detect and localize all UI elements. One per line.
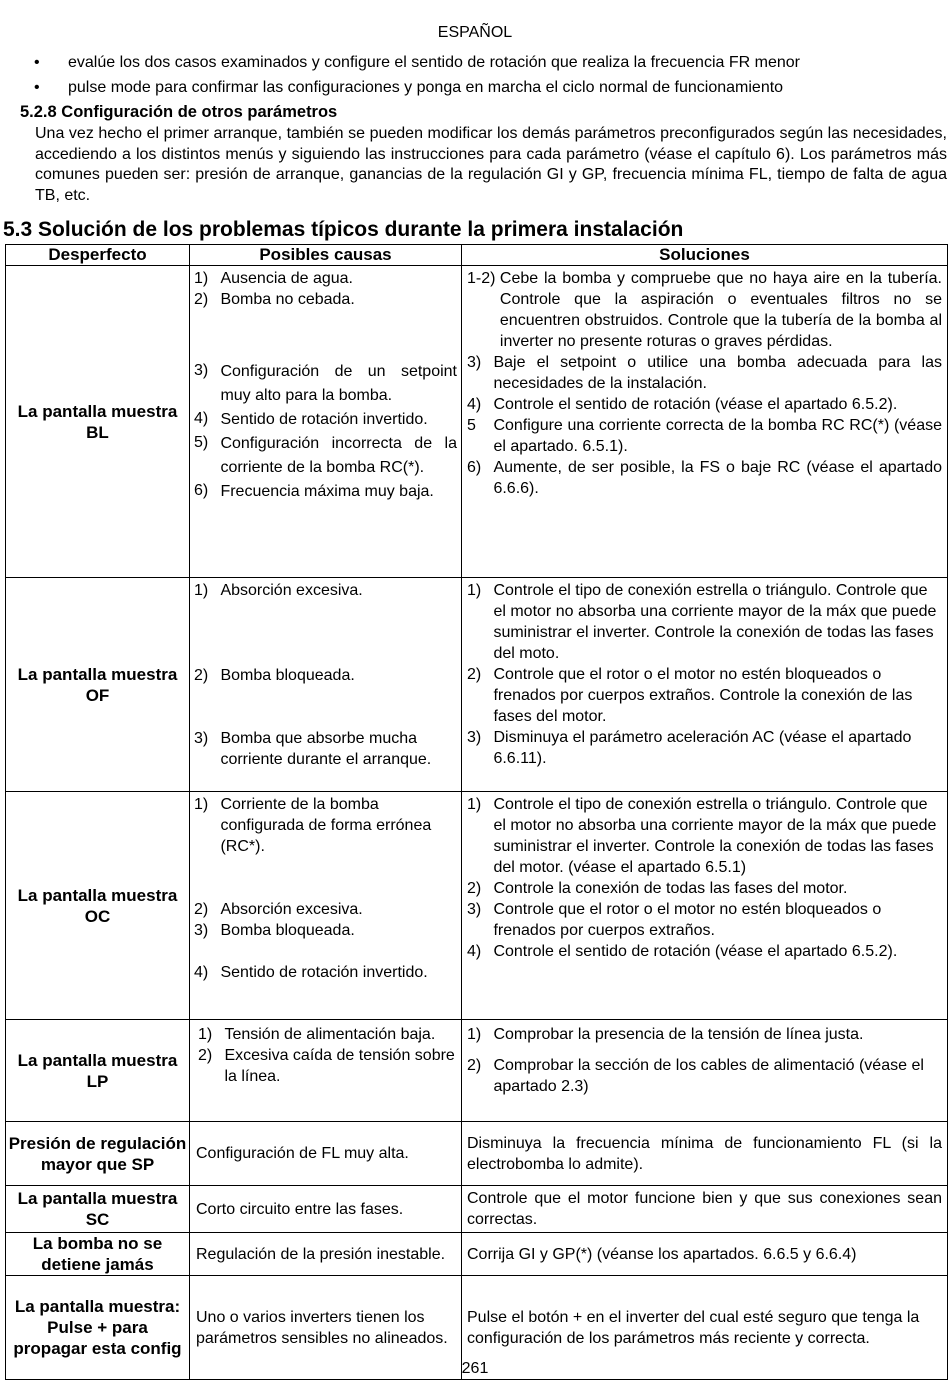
bullet-icon: • [34, 54, 40, 71]
table-row [6, 1233, 948, 1276]
cause-item: 2) Absorción excesiva. [194, 901, 363, 918]
fault-cell: La bomba no se detiene jamás [6, 1233, 190, 1276]
table-row [6, 1020, 948, 1122]
fault-cell: La pantalla muestra SC [6, 1186, 190, 1233]
bullet-list [0, 50, 950, 100]
fault-cell: La pantalla muestra OC [6, 792, 190, 1020]
cause-item: 2) Excesiva caída de tensión sobre la línea. [198, 1047, 455, 1085]
solutions-cell: Corrija GI y GP(*) (véanse los apartados. 6.6.5 y 6.6.4) [462, 1233, 948, 1276]
solution-item: 4) Controle el sentido de rotación (véase el apartado 6.5.2). [467, 943, 898, 960]
solution-item: 2) Comprobar la sección de los cables de alimentació (véase el apartado 2.3) [467, 1057, 924, 1095]
solution-item: 6) Aumente, de ser posible, la FS o baje RC (véase el apartado 6.6.6). [467, 459, 942, 497]
cause-item: 3) Bomba que absorbe mucha corriente durante el arranque. [194, 730, 432, 768]
cause-item: 1) Absorción excesiva. [194, 582, 363, 599]
bullet-item: • pulse mode para confirmar las configuraciones y ponga en marcha el ciclo normal de funcionamiento [0, 75, 950, 100]
page-number: 261 [461, 1360, 489, 1377]
column-header: Desperfecto [6, 245, 190, 266]
cause-item: 1) Corriente de la bomba configurada de forma errónea (RC*). [194, 796, 432, 855]
causes-cell [190, 578, 462, 792]
cause-item: 1) Tensión de alimentación baja. [198, 1026, 436, 1043]
solution-item: 1-2) Cebe la bomba y compruebe que no haya aire en la tubería. Controle que la aspiración o eventuales filtros no se encuentren obstruidos. Controle que la tubería de la bomba al inverter no presente roturas o graves pérdidas. [467, 270, 942, 350]
column-header: Soluciones [462, 245, 948, 266]
cause-item: 6) Frecuencia máxima muy baja. [194, 482, 434, 500]
table-row [6, 1186, 948, 1233]
bullet-icon: • [34, 79, 40, 96]
solutions-cell [462, 578, 948, 792]
solution-item: 5 Configure una corriente correcta de la bomba RC RC(*) (véase el apartado. 6.5.1). [467, 417, 942, 455]
solutions-cell: Pulse el botón + en el inverter del cual esté seguro que tenga la configuración de los parámetros más reciente y correcta. [462, 1276, 948, 1380]
solutions-cell: Disminuya la frecuencia mínima de funcionamiento FL (si la electrobomba lo admite). [462, 1122, 948, 1186]
causes-cell: Corto circuito entre las fases. [190, 1186, 462, 1233]
cause-item: 2) Bomba no cebada. [194, 291, 355, 308]
cause-item: 3) Bomba bloqueada. [194, 922, 355, 939]
solution-item: 2) Controle la conexión de todas las fases del motor. [467, 880, 848, 897]
cause-item: 5) Configuración incorrecta de la corriente de la bomba RC(*). [194, 434, 457, 476]
causes-cell: Regulación de la presión inestable. [190, 1233, 462, 1276]
solution-item: 4) Controle el sentido de rotación (véase el apartado 6.5.2). [467, 396, 898, 413]
cause-item: 4) Sentido de rotación invertido. [194, 410, 428, 428]
solution-item: 2) Controle que el rotor o el motor no estén bloqueados o frenados por cuerpos extraños. Controle la conexión de las fases del motor. [467, 666, 913, 725]
causes-cell [190, 1020, 462, 1122]
fault-cell: La pantalla muestra: Pulse + para propagar esta config [6, 1276, 190, 1380]
table-row [6, 578, 948, 792]
column-header: Posibles causas [190, 245, 462, 266]
solutions-cell: Controle que el motor funcione bien y que sus conexiones sean correctas. [462, 1186, 948, 1233]
causes-cell [190, 266, 462, 578]
fault-cell: La pantalla muestra LP [6, 1020, 190, 1122]
bullet-item: • evalúe los dos casos examinados y configure el sentido de rotación que realiza la frecuencia FR menor [0, 50, 950, 75]
fault-cell: La pantalla muestra OF [6, 578, 190, 792]
table-row [6, 1122, 948, 1186]
solution-item: 3) Baje el setpoint o utilice una bomba adecuada para las necesidades de la instalación. [467, 354, 942, 392]
section-title: 5.2.8 Configuración de otros parámetros [20, 103, 338, 121]
solution-item: 1) Comprobar la presencia de la tensión de línea justa. [467, 1026, 864, 1043]
table-header-row [6, 245, 948, 266]
solution-item: 3) Disminuya el parámetro aceleración AC (véase el apartado 6.6.11). [467, 729, 912, 767]
cause-item: 3) Configuración de un setpoint muy alto para la bomba. [194, 362, 457, 404]
causes-cell: Uno o varios inverters tienen los parámetros sensibles no alineados. [190, 1276, 462, 1380]
troubleshooting-heading: 5.3 Solución de los problemas típicos durante la primera instalación [3, 218, 684, 241]
cause-item: 1) Ausencia de agua. [194, 270, 353, 287]
causes-cell [190, 792, 462, 1020]
causes-cell: Configuración de FL muy alta. [190, 1122, 462, 1186]
table-row [6, 266, 948, 578]
solutions-cell [462, 792, 948, 1020]
fault-cell: Presión de regulación mayor que SP [6, 1122, 190, 1186]
cause-item: 4) Sentido de rotación invertido. [194, 964, 428, 981]
page-header: ESPAÑOL [437, 24, 513, 41]
solution-item: 3) Controle que el rotor o el motor no estén bloqueados o frenados por cuerpos extraños. [467, 901, 882, 939]
cause-item: 2) Bomba bloqueada. [194, 667, 355, 684]
section-body: Una vez hecho el primer arranque, también se pueden modificar los demás parámetros preconfigurados según las necesidades, accediendo a los distintos menús y siguiendo las instrucciones para cada parámetro (véase el capítulo 6). Los parámetros más comunes pueden ser: presión de arranque, ganancias de la regulación GI y GP, frecuencia mínima FL, tiempo de falta de agua TB, etc. [35, 125, 947, 204]
solution-item: 1) Controle el tipo de conexión estrella o triángulo. Controle que el motor no absorba una corriente mayor de la máx que puede suministrar el inverter. Controle la conexión de todas las fases del moto. [467, 582, 937, 662]
table-row [6, 792, 948, 1020]
solutions-cell [462, 1020, 948, 1122]
troubleshooting-table [5, 244, 948, 1380]
fault-cell: La pantalla muestra BL [6, 266, 190, 578]
solutions-cell [462, 266, 948, 578]
solution-item: 1) Controle el tipo de conexión estrella o triángulo. Controle que el motor no absorba una corriente mayor de la máx que puede suministrar el inverter. Controle la conexión de todas las fases del motor. (véase el apartado 6.5.1) [467, 796, 937, 876]
